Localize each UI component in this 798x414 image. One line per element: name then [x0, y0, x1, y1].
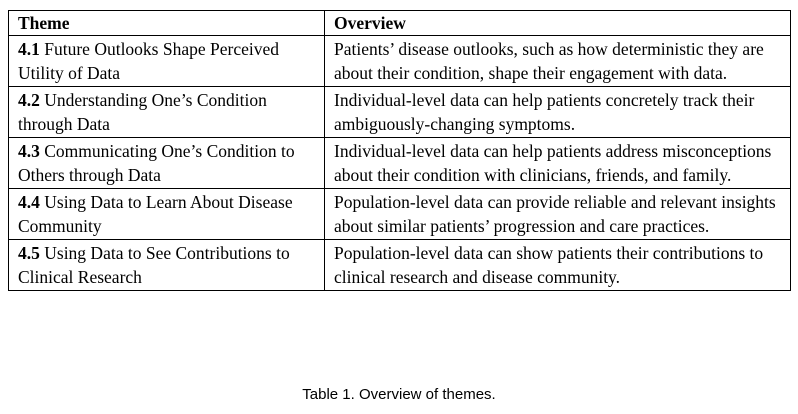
theme-number: 4.1 — [18, 39, 40, 59]
theme-cell — [9, 240, 325, 291]
theme-cell — [9, 36, 325, 87]
table-row — [9, 36, 791, 87]
themes-table-container — [8, 10, 790, 291]
overview-cell: Individual-level data can help patients address misconceptions about their condition with clinicians, friends, and family. — [325, 138, 791, 189]
theme-title: Using Data to See Contributions to Clinical Research — [18, 243, 290, 287]
table-caption: Table 1. Overview of themes. — [302, 386, 496, 403]
theme-title: Future Outlooks Shape Perceived Utility of Data — [18, 39, 279, 83]
theme-title: Communicating One’s Condition to Others through Data — [18, 141, 295, 185]
themes-table — [8, 10, 791, 291]
table-header-row — [9, 11, 791, 36]
theme-number: 4.3 — [18, 141, 40, 161]
theme-number: 4.2 — [18, 90, 40, 110]
table-row — [9, 87, 791, 138]
overview-cell: Population-level data can provide reliable and relevant insights about similar patients’ progression and care practices. — [325, 189, 791, 240]
table-row — [9, 138, 791, 189]
overview-cell: Patients’ disease outlooks, such as how deterministic they are about their condition, shape their engagement with data. — [325, 36, 791, 87]
theme-title: Using Data to Learn About Disease Community — [18, 192, 293, 236]
theme-number: 4.5 — [18, 243, 40, 263]
overview-cell: Individual-level data can help patients concretely track their ambiguously-changing symptoms. — [325, 87, 791, 138]
overview-cell: Population-level data can show patients their contributions to clinical research and disease community. — [325, 240, 791, 291]
table-row — [9, 189, 791, 240]
header-theme: Theme — [9, 11, 325, 36]
theme-cell — [9, 138, 325, 189]
theme-number: 4.4 — [18, 192, 40, 212]
table-row — [9, 240, 791, 291]
header-overview: Overview — [325, 11, 791, 36]
theme-cell — [9, 189, 325, 240]
theme-title: Understanding One’s Condition through Data — [18, 90, 267, 134]
theme-cell — [9, 87, 325, 138]
